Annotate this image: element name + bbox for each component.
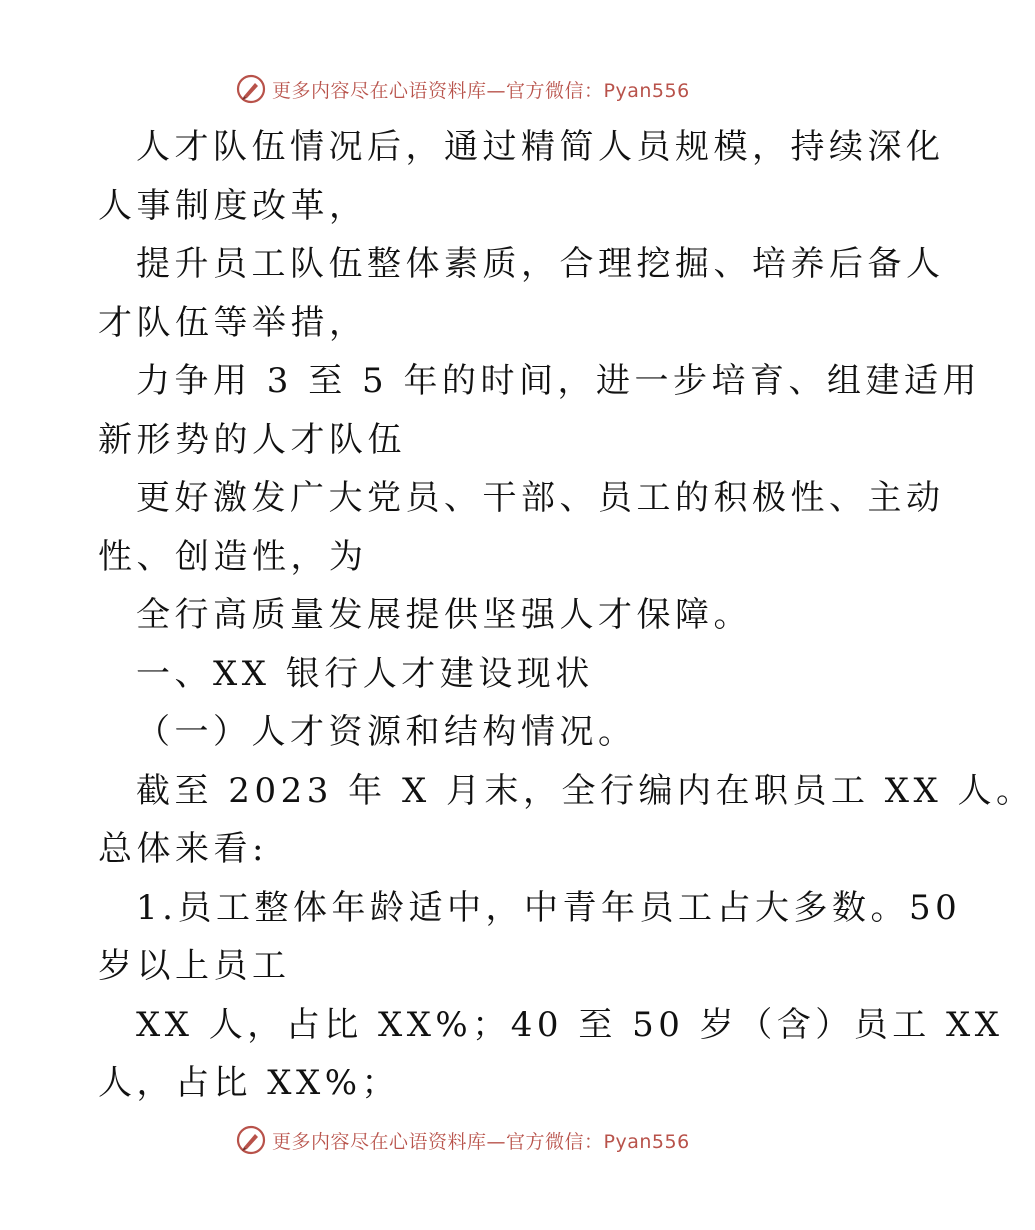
text-line: 总体来看:: [98, 829, 268, 869]
text-line: 人才队伍情况后，通过精简人员规模，持续深化: [136, 127, 945, 167]
text-line: 才队伍等举措，: [98, 302, 368, 343]
watermark-text: 更多内容尽在心语资料库—官方微信：Pyan556: [272, 79, 690, 102]
text-line: 1.员工整体年龄适中，中青年员工占大多数。50: [136, 887, 962, 928]
text-line: XX 人，占比 XX%；40 至 50 岁（含）员工 XX: [136, 1004, 1004, 1045]
text-line: 人，占比 XX%；: [98, 1063, 401, 1103]
pen-logo-icon: [236, 74, 266, 104]
text-line: 岁以上员工: [98, 946, 291, 986]
text-line: 更好激发广大党员、干部、员工的积极性、主动: [136, 478, 945, 518]
document-body: [98, 118, 1035, 1113]
text-line: 全行高质量发展提供坚强人才保障。: [136, 595, 752, 635]
text-line: 截至 2023 年 X 月末，全行编内在职员工 XX 人。: [136, 770, 1035, 811]
footer-watermark: [236, 1123, 690, 1157]
text-line: 提升员工队伍整体素质，合理挖掘、培养后备人: [136, 244, 945, 284]
header-watermark: [236, 72, 690, 106]
watermark-text: 更多内容尽在心语资料库—官方微信：Pyan556: [272, 1130, 690, 1153]
subsection-heading: （一）人才资源和结构情况。: [136, 712, 637, 752]
text-line: 力争用 3 至 5 年的时间，进一步培育、组建适用: [136, 361, 981, 401]
text-line: 人事制度改革，: [98, 185, 368, 226]
pen-logo-icon: [236, 1125, 266, 1155]
text-line: 新形势的人才队伍: [98, 419, 406, 460]
section-heading: 一、XX 银行人才建设现状: [136, 653, 594, 694]
text-line: 性、创造性，为: [98, 536, 368, 577]
